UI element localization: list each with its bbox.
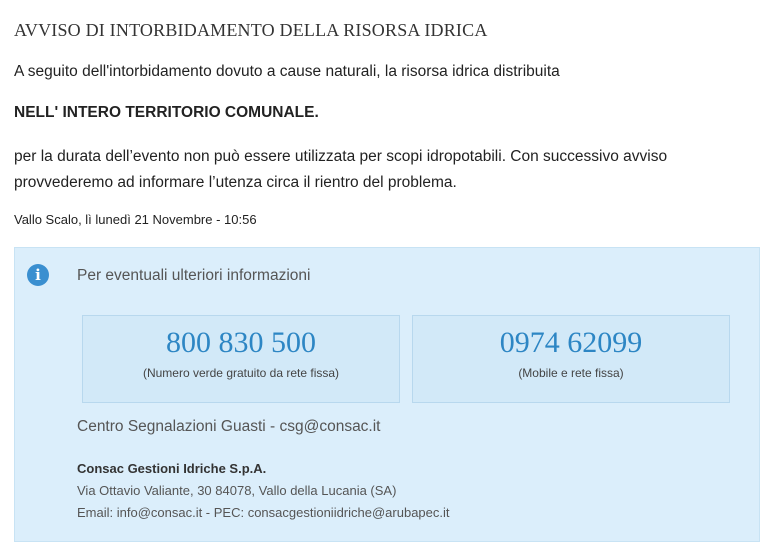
notice-paragraph-territory: NELL' INTERO TERRITORIO COMUNALE. [14, 104, 319, 121]
company-emails: Email: info@consac.it - PEC: consacgestioniidriche@arubapec.it [77, 505, 450, 520]
phone-note-mobile: (Mobile e rete fissa) [518, 366, 624, 380]
company-name: Consac Gestioni Idriche S.p.A. [77, 461, 267, 476]
phone-box-mobile [412, 315, 730, 403]
phone-number-toll-free[interactable]: 800 830 500 [166, 326, 316, 359]
fault-center-line: Centro Segnalazioni Guasti - csg@consac.it [77, 418, 381, 435]
notice-date: Vallo Scalo, lì lunedì 21 Novembre - 10:56 [14, 212, 257, 227]
notice-paragraph-intro: A seguito dell'intorbidamento dovuto a cause naturali, la risorsa idrica distribuita [14, 63, 560, 80]
notice-paragraph-details: per la durata dell’evento non può essere utilizzata per scopi idropotabili. Con successivo avviso provvederemo ad informare l’utenza circa il rientro del problema. [14, 148, 668, 191]
info-box [14, 247, 760, 542]
company-address: Via Ottavio Valiante, 30 84078, Vallo della Lucania (SA) [77, 483, 397, 498]
info-heading: Per eventuali ulteriori informazioni [77, 267, 311, 284]
phone-number-mobile[interactable]: 0974 62099 [499, 326, 643, 359]
phone-box-toll-free [82, 315, 400, 403]
notice-title: AVVISO DI INTORBIDAMENTO DELLA RISORSA IDRICA [14, 20, 488, 40]
info-circle-icon: i [27, 264, 49, 286]
phone-note-toll-free: (Numero verde gratuito da rete fissa) [142, 366, 340, 380]
